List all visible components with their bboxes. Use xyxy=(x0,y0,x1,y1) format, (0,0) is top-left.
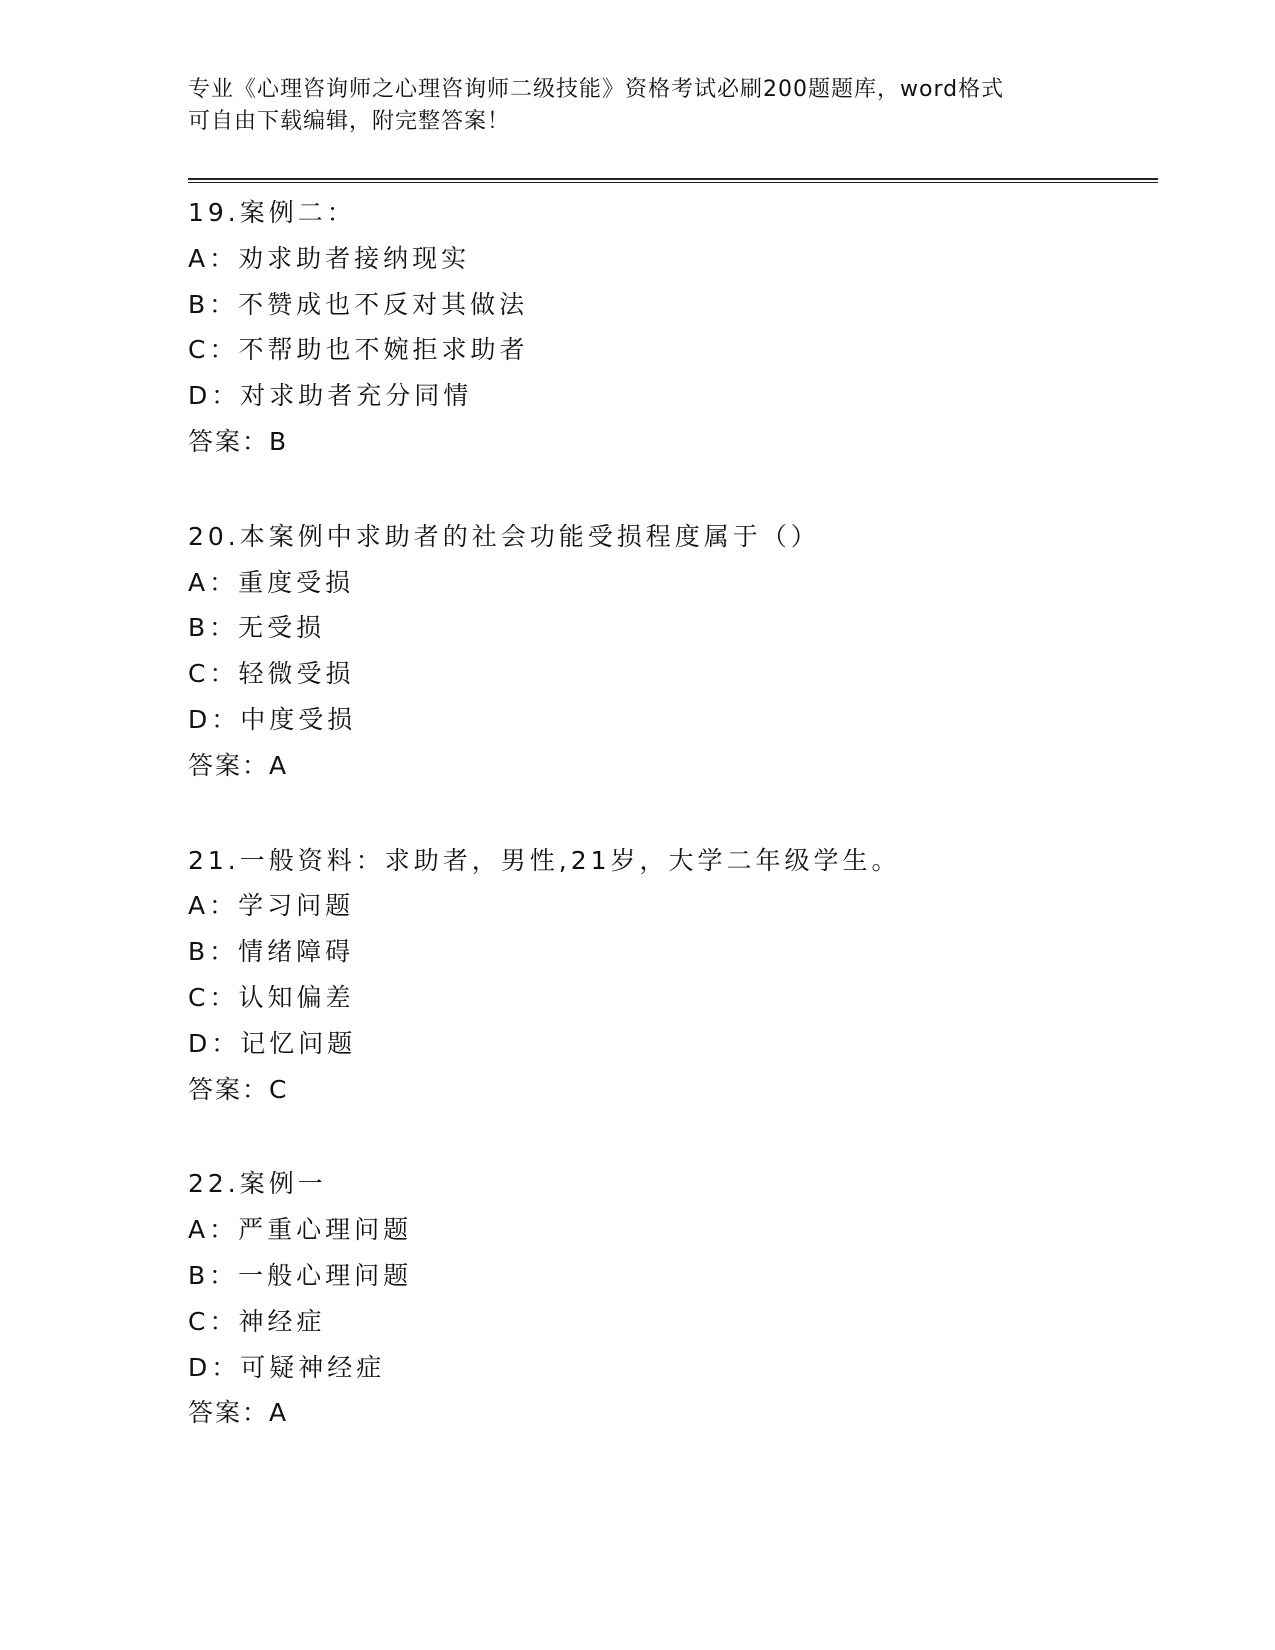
question-title: 19.案例二： xyxy=(188,198,356,227)
option-b: B：一般心理问题 xyxy=(188,1260,413,1290)
option-d: D：记忆问题 xyxy=(188,1028,357,1058)
document-header xyxy=(188,74,1088,138)
option-d: D：中度受损 xyxy=(188,704,357,734)
option-a: A：学习问题 xyxy=(188,891,355,921)
option-c: C：轻微受损 xyxy=(188,659,355,689)
option-b: B：无受损 xyxy=(188,613,326,643)
header-divider xyxy=(188,178,1158,183)
question-22 xyxy=(188,1161,1148,1436)
header-line-1: 专业《心理咨询师之心理咨询师二级技能》资格考试必刷200题题库，word格式 xyxy=(188,77,1005,102)
answer-line: 答案：C xyxy=(188,1074,289,1104)
option-a: A：劝求助者接纳现实 xyxy=(188,243,471,273)
question-title: 20.本案例中求助者的社会功能受损程度属于（） xyxy=(188,521,820,551)
option-c: C：不帮助也不婉拒求助者 xyxy=(188,335,529,365)
option-c: C：认知偏差 xyxy=(188,982,355,1012)
option-a: A：严重心理问题 xyxy=(188,1215,413,1245)
answer-line: 答案：A xyxy=(188,1398,289,1428)
question-20 xyxy=(188,514,1148,789)
question-21 xyxy=(188,838,1148,1113)
option-d: D：对求助者充分同情 xyxy=(188,381,473,411)
answer-line: 答案：A xyxy=(188,750,289,780)
option-b: B：不赞成也不反对其做法 xyxy=(188,289,529,319)
option-c: C：神经症 xyxy=(188,1306,326,1336)
question-title: 22.案例一 xyxy=(188,1169,327,1199)
answer-line: 答案：B xyxy=(188,426,289,456)
option-d: D：可疑神经症 xyxy=(188,1352,386,1382)
option-b: B：情绪障碍 xyxy=(188,937,355,967)
question-list xyxy=(188,190,1148,1485)
option-a: A：重度受损 xyxy=(188,567,355,597)
header-line-2: 可自由下载编辑，附完整答案！ xyxy=(188,109,511,134)
question-title: 21.一般资料：求助者，男性,21岁，大学二年级学生。 xyxy=(188,845,901,875)
question-19 xyxy=(188,190,1148,465)
